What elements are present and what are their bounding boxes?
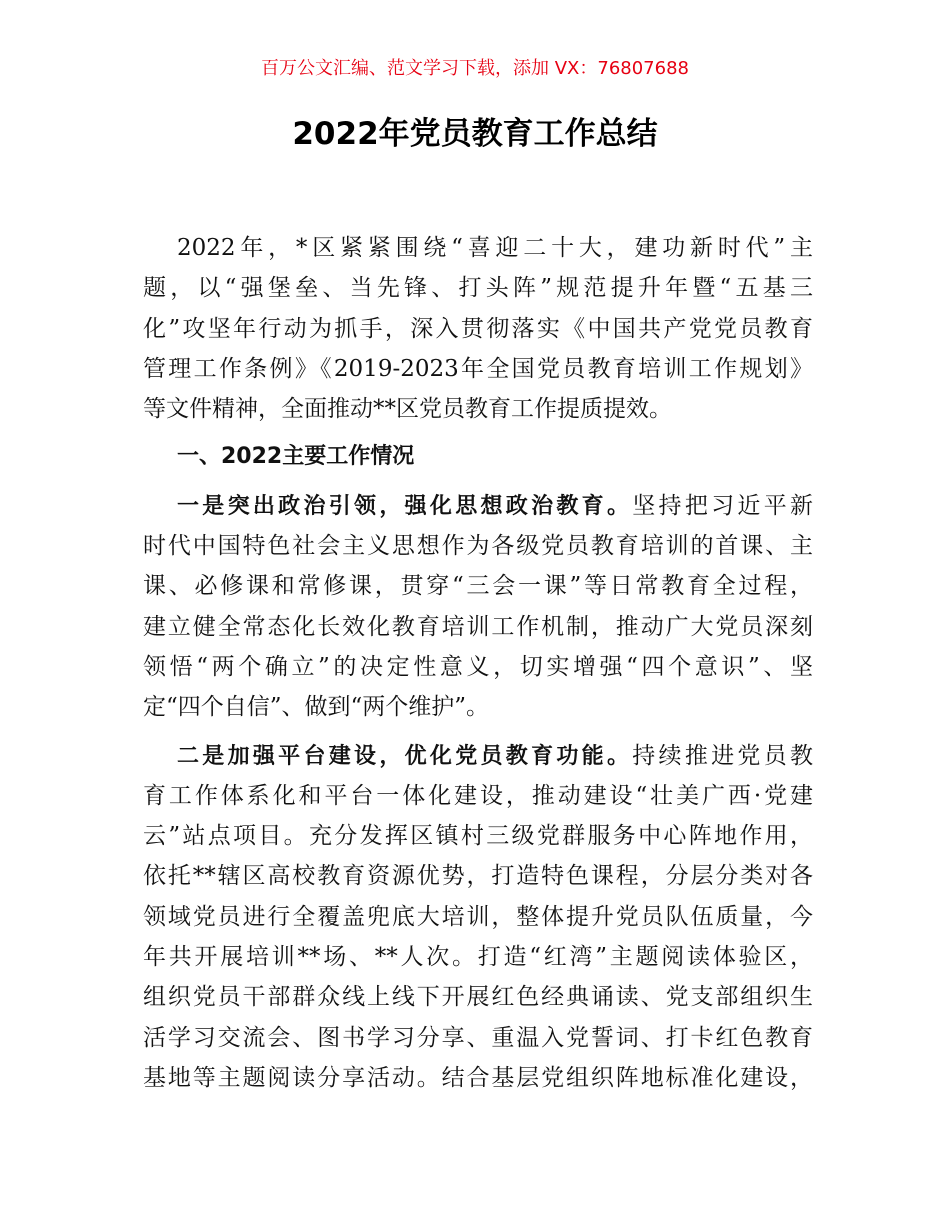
paragraph-political-guidance <box>143 486 813 728</box>
text-line: 云”站点项目。充分发挥区镇村三级党群服务中心阵地作用， <box>143 823 813 850</box>
text-line: 育工作体系化和平台一体化建设，推动建设“壮美广西·党建 <box>143 782 813 809</box>
promo-banner: 百万公文汇编、范文学习下载，添加 VX：76807688 <box>261 58 689 79</box>
text-line: 年共开展培训**场、**人次。打造“红湾”主题阅读体验区， <box>143 944 813 971</box>
text-span: 持续推进党员教 <box>632 742 813 769</box>
text-line: 活学习交流会、图书学习分享、重温入党誓词、打卡红色教育 <box>143 1024 813 1051</box>
section-heading: 一、2022主要工作情况 <box>177 444 415 470</box>
text-line: 时代中国特色社会主义思想作为各级党员教育培训的首课、主 <box>143 533 813 560</box>
document-title: 2022年党员教育工作总结 <box>292 116 658 152</box>
intro-paragraph <box>143 228 813 429</box>
text-line: 建立健全常态化长效化教育培训工作机制，推动广大党员深刻 <box>143 613 813 640</box>
text-line: 等文件精神，全面推动**区党员教育工作提质提效。 <box>143 396 672 423</box>
paragraph-lead: 一是突出政治引领，强化思想政治教育。 <box>177 493 633 519</box>
text-line: 领域党员进行全覆盖兜底大培训，整体提升党员队伍质量，今 <box>143 903 813 930</box>
text-line: 领悟“两个确立”的决定性意义，切实增强“四个意识”、坚 <box>143 653 813 680</box>
text-line <box>143 486 813 526</box>
text-line: 依托**辖区高校教育资源优势，打造特色课程，分层分类对各 <box>143 863 813 890</box>
text-line: 化”攻坚年行动为抓手，深入贯彻落实《中国共产党党员教育 <box>143 315 813 342</box>
text-line: 管理工作条例》《2019-2023年全国党员教育培训工作规划》 <box>143 355 813 382</box>
text-line: 题，以“强堡垒、当先锋、打头阵”规范提升年暨“五基三 <box>143 275 813 302</box>
paragraph-platform-building <box>143 736 813 1099</box>
text-line: 基地等主题阅读分享活动。结合基层党组织阵地标准化建设， <box>143 1064 813 1091</box>
text-line: 定“四个自信”、做到“两个维护”。 <box>143 694 490 721</box>
text-line: 课、必修课和常修课，贯穿“三会一课”等日常教育全过程， <box>143 573 813 600</box>
text-line <box>143 736 813 776</box>
text-span: 坚持把习近平新 <box>632 492 813 519</box>
text-line: 组织党员干部群众线上线下开展红色经典诵读、党支部组织生 <box>143 984 813 1011</box>
document-body <box>143 228 813 1098</box>
paragraph-lead: 二是加强平台建设，优化党员教育功能。 <box>177 743 633 769</box>
text-line: 2022年，*区紧紧围绕“喜迎二十大，建功新时代”主 <box>177 235 813 261</box>
